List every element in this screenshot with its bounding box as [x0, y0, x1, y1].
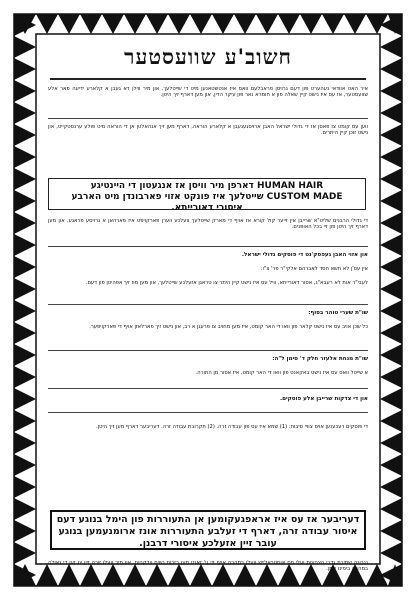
- border-triangle: [36, 14, 58, 34]
- callout-line-2: איסור עבודה זרה, דארף די זעלבע התעוררות אונז ארומנעמען בנוגע: [58, 526, 358, 537]
- border-triangle: [322, 14, 344, 34]
- border-triangle: [14, 80, 36, 102]
- border-triangle: [14, 124, 36, 146]
- divider: [48, 304, 368, 305]
- border-triangle: [14, 498, 36, 520]
- title-underline: [50, 78, 366, 80]
- border-triangle: [344, 14, 366, 34]
- border-triangle: [380, 36, 402, 58]
- rabbis-paragraph: די גדולי הרבנים שליט"א שרייבן אין זייער קול קורא אז אויף די מארק שייטלעך וועלכע ווערן פארקויפט איז פארהאן א גרויסע פראגע, און מען דארף זיך היטן פון זיי בכל האופנים.: [48, 218, 368, 231]
- intro-paragraph-2: ווען עס קומט צו פאסן אז די גדולי ישראל האבן ארויסגעגעבן א קלארע הוראה, דארף מען זיך אנהאלטן אן די הוראה מיט פולע ערנסטקייט, און נישט זוכן קיין היתרים.: [48, 124, 368, 137]
- section-heading-minchas-elazar: שו"ת מנחת אלעזר חלק ד' סימן ל"ה:: [272, 356, 368, 362]
- border-triangle: [14, 36, 36, 58]
- border-triangle: [14, 432, 36, 454]
- border-triangle: [380, 124, 402, 146]
- border-triangle: [380, 322, 402, 344]
- border-triangle: [380, 300, 402, 322]
- border-triangle: [14, 344, 36, 366]
- source-text-3: א שייטל וואס עס איז נישט באקאנט פון וואו די האר קומט, איז אסור מן התורה.: [195, 370, 368, 376]
- lead-statement-box: [48, 178, 366, 213]
- border-triangle: [14, 476, 36, 498]
- border-triangle: [168, 14, 190, 34]
- border-triangle: [380, 278, 402, 300]
- border-triangle: [380, 168, 402, 190]
- border-triangle: [14, 58, 36, 80]
- border-triangle: [380, 344, 402, 366]
- border-triangle: [380, 476, 402, 498]
- border-triangle: [14, 256, 36, 278]
- border-triangle: [14, 102, 36, 124]
- border-triangle: [14, 190, 36, 212]
- divider: [48, 350, 368, 351]
- flyer-title: חשוב'ע שוועסטער: [124, 44, 292, 69]
- lead-line-1: HUMAN HAIR דארפן מיר וויסן אז אנגעטון די היינטיגע: [90, 181, 324, 191]
- border-triangle: [146, 14, 168, 34]
- border-triangle: [278, 14, 300, 34]
- border-triangle: [14, 322, 36, 344]
- divider: [48, 118, 368, 119]
- border-triangle: [14, 410, 36, 432]
- callout-box: [50, 510, 366, 550]
- border-triangle: [380, 190, 402, 212]
- border-triangle: [380, 366, 402, 388]
- section-heading-all-poskim: און די צדקות שרייבן אלע פוסקים.: [280, 396, 368, 402]
- callout-line-1: דעריבער אז עס איז אראפגעקומען אן התעוררות פון הימל בנוגע דעם: [56, 514, 360, 525]
- footer-paragraph: נגבונה שמירת גדרי הצניעות ועלי פס אוסטראלייש וועלן במהרה אויף זיי גי' זאגט מען בזכות נשים צדקניות, און מיר וועלן זוכה זיין צו זען די גאולה במהרה בימינו אמן.: [48, 560, 368, 573]
- border-triangle: [58, 14, 80, 34]
- lead-line-2: CUSTOM MADE שייטלעך איז פונקט אזוי פארבונדן מיט הארבע: [71, 192, 343, 202]
- border-triangle: [14, 278, 36, 300]
- callout-line-3: עובר זיין אזעלכע איסורי דרבנן.: [139, 538, 277, 549]
- source-citation-1: אין עס'ן לא תשא חסד לאברהם אלקי"ר פר' צ"ו:: [260, 266, 368, 272]
- border-triangle: [380, 542, 402, 564]
- border-triangle: [14, 146, 36, 168]
- flyer-content: [44, 40, 372, 573]
- border-triangle: [80, 14, 102, 34]
- border-triangle: [190, 14, 212, 34]
- border-triangle: [14, 300, 36, 322]
- border-triangle: [14, 520, 36, 542]
- border-triangle: [14, 454, 36, 476]
- border-triangle: [234, 14, 256, 34]
- border-triangle: [380, 80, 402, 102]
- lead-line-3: איסורי דאורייתא.: [171, 203, 243, 213]
- border-triangle: [380, 410, 402, 432]
- border-triangle: [14, 388, 36, 410]
- section-heading-poskim: און אזוי האבן געפסק'נט די פוסקים גדולי ישראל.: [241, 252, 368, 258]
- intro-paragraph: איר האט אוודאי געהערט פון דעם גרויסן פראבלעם וואס איז אנטשטאנען מיט די שייטלעך, און מיר ווילן דא געבן א קלארע ידיעה פאר אלע שוועסטער, אז עס איז נישט קיין שאלה פון א חומרא נאר פון עיקר הדין, און מען דארף זיך היטן.: [48, 86, 368, 99]
- border-triangle: [380, 146, 402, 168]
- border-triangle: [300, 14, 322, 34]
- source-text-2: כל שכן אויב עס איז נישט קלאר פון וואו די האר קומט, איז מען מחויב צו פרעגן א רב, און נישט זיך פארלאזן אויף די פארקויפער.: [89, 324, 368, 330]
- source-text-1: לעבי"ר אות לא רעבא"ג, אסור דאורייתא, וויל עס איז נישט קיין היתר צו טראגן אזעלכע שייטלעך, און מען מוז זיך אפהיטן פון דעם.: [85, 280, 368, 286]
- border-triangle: [380, 432, 402, 454]
- border-triangle: [380, 212, 402, 234]
- border-triangle: [380, 102, 402, 124]
- border-triangle: [212, 14, 234, 34]
- border-triangle: [380, 498, 402, 520]
- border-triangle: [256, 14, 278, 34]
- border-triangle: [14, 542, 36, 564]
- border-triangle: [380, 256, 402, 278]
- border-triangle: [380, 58, 402, 80]
- border-triangle: [102, 14, 124, 34]
- border-triangle: [380, 388, 402, 410]
- divider: [48, 412, 368, 413]
- border-triangle: [14, 212, 36, 234]
- border-triangle: [380, 234, 402, 256]
- reasons-paragraph: די פוסקים רעכענען אויס צוויי סיבות: (1) שמא איז עס פון עבודה זרה. (2) תקרובת עבודה זרה. דעריבער דארף מען זיך היטן.: [96, 424, 368, 430]
- border-triangle: [14, 366, 36, 388]
- border-triangle: [124, 14, 146, 34]
- border-triangle: [14, 168, 36, 190]
- border-triangle: [14, 234, 36, 256]
- section-heading-shaarei-tohar: שו"ת שערי טוהר בסוף:: [308, 310, 368, 316]
- border-triangle: [380, 520, 402, 542]
- border-triangle: [380, 454, 402, 476]
- divider: [48, 388, 368, 389]
- divider: [48, 246, 368, 247]
